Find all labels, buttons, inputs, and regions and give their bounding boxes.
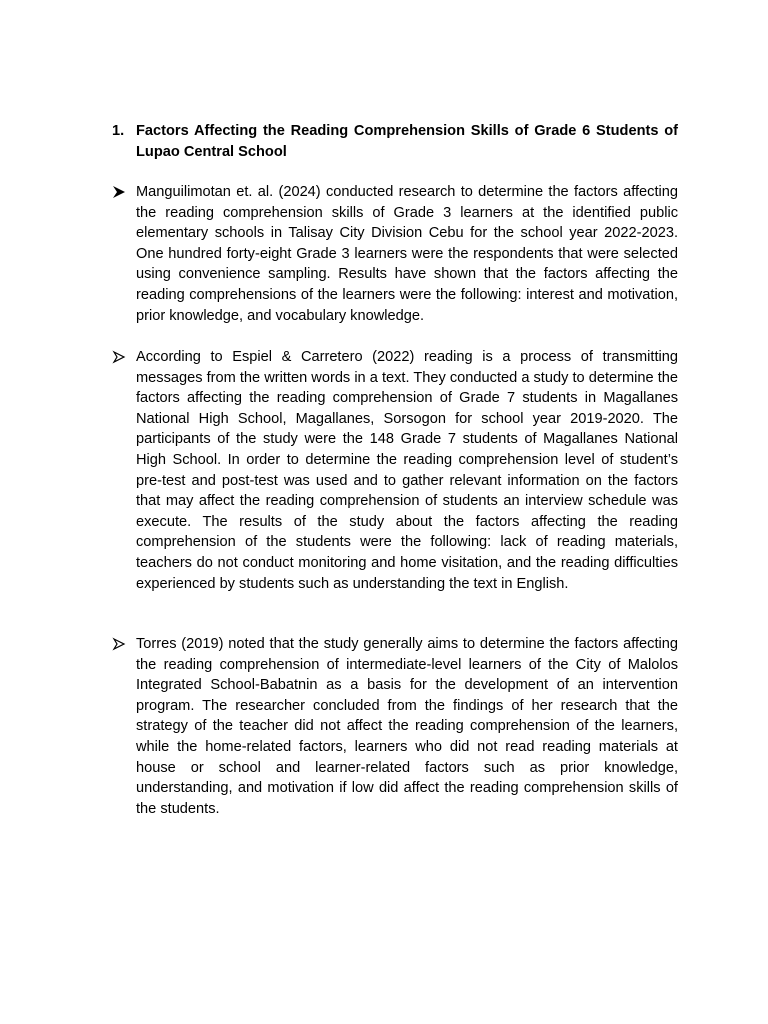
bullet-text: Manguilimotan et. al. (2024) conducted research to determine the factors affecting the reading comprehension skills of Grade 3 learners at the identified public elementary schools in Talisay City Division Cebu for the school year 2022-2023. One hundred forty-eight Grade 3 learners were the respondents that were selected using convenience sampling. Results have shown that the factors affecting the reading comprehensions of the learners were the following: interest and motivation, prior knowledge, and vocabulary knowledge. xyxy=(136,184,678,324)
bullet-text: Torres (2019) noted that the study generally aims to determine the factors affecting the reading comprehension of intermediate-level learners of the City of Malolos Integrated School-Babatnin as a basis for the development of an intervention program. The researcher concluded from the findings of her research that the strategy of the teacher did not affect the reading comprehension of the learners, while the home-related factors, learners who did not read reading materials at house or school and learner-related factors such as prior knowledge, understanding, and motivation if low did affect the reading comprehension skills of the students. xyxy=(136,636,678,817)
heading-number: 1. xyxy=(112,123,125,139)
arrowhead-bullet-icon xyxy=(112,350,126,364)
bullet-item xyxy=(112,634,678,819)
bullet-text: According to Espiel & Carretero (2022) reading is a process of transmitting messages from the written words in a text. They conducted a study to determine the factors affecting the reading comprehension of Grade 7 students in Magallanes National High School, Magallanes, Sorsogon for school year 2019-2020. The participants of the study were the 148 Grade 7 students of Magallanes National High School. In order to determine the reading comprehension level of student’s pre-test and post-test was used and to gather relevant information on the factors that may affect the reading comprehension of students an interview schedule was execute. The results of the study about the factors affecting the reading comprehension of the students were the following: lack of reading materials, teachers do not conduct monitoring and home visitation, and the reading difficulties experienced by students such as understanding the text in English. xyxy=(136,349,678,592)
heading-title: Factors Affecting the Reading Comprehension Skills of Grade 6 Students of Lupao Central School xyxy=(136,123,678,160)
section-heading xyxy=(112,121,678,162)
arrowhead-bullet-icon xyxy=(112,637,126,651)
arrowhead-bullet-icon xyxy=(112,185,126,199)
bullet-item xyxy=(112,182,678,326)
bullet-item xyxy=(112,347,678,594)
